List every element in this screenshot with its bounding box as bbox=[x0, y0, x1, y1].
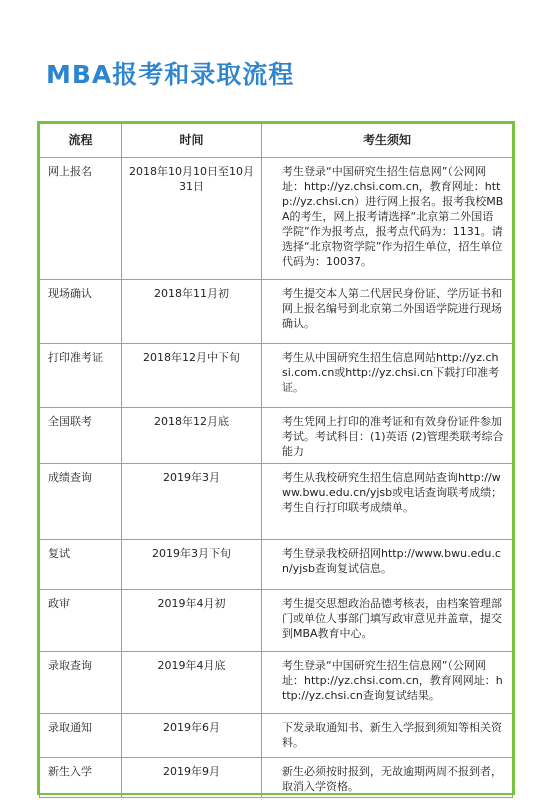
row-stage: 复试 bbox=[40, 540, 122, 590]
table-row bbox=[40, 158, 513, 280]
row-time: 2019年6月 bbox=[122, 714, 262, 758]
table-row bbox=[40, 652, 513, 714]
row-note-text: 考生从中国研究生招生信息网站http://yz.chsi.com.cn或http://yz.chsi.cn下载打印准考证。 bbox=[282, 351, 500, 394]
row-note-text: 考生登录“中国研究生招生信息网”（公网网址：http://yz.chsi.com.cn，教育网网址：http://yz.chsi.cn查询复试结果。 bbox=[282, 659, 503, 702]
row-time: 2018年11月初 bbox=[122, 280, 262, 344]
row-note-text: 新生必须按时报到，无故逾期两周不报到者，取消入学资格。 bbox=[282, 765, 502, 793]
table-row bbox=[40, 758, 513, 798]
row-note-text: 考生提交本人第二代居民身份证、学历证书和网上报名编号到北京第二外国语学院进行现场确认。 bbox=[282, 287, 502, 330]
row-note bbox=[262, 280, 513, 344]
row-time: 2019年4月初 bbox=[122, 590, 262, 652]
process-table bbox=[39, 123, 513, 798]
row-time: 2018年10月10日至10月31日 bbox=[122, 158, 262, 280]
row-note bbox=[262, 652, 513, 714]
row-note bbox=[262, 540, 513, 590]
table-row bbox=[40, 540, 513, 590]
row-stage: 成绩查询 bbox=[40, 464, 122, 540]
row-stage: 网上报名 bbox=[40, 158, 122, 280]
row-stage: 新生入学 bbox=[40, 758, 122, 798]
row-stage: 录取查询 bbox=[40, 652, 122, 714]
header-stage: 流程 bbox=[40, 124, 122, 158]
row-stage: 政审 bbox=[40, 590, 122, 652]
header-time: 时间 bbox=[122, 124, 262, 158]
row-note bbox=[262, 590, 513, 652]
row-time: 2019年3月下旬 bbox=[122, 540, 262, 590]
header-notes: 考生须知 bbox=[262, 124, 513, 158]
row-note-text: 考生从我校研究生招生信息网站查询http://www.bwu.edu.cn/yjsb或电话查询联考成绩；考生自行打印联考成绩单。 bbox=[282, 471, 503, 514]
table-row bbox=[40, 590, 513, 652]
row-time: 2019年4月底 bbox=[122, 652, 262, 714]
row-note-text: 考生提交思想政治品德考核表，由档案管理部门或单位人事部门填写政审意见并盖章，提交到MBA教育中心。 bbox=[282, 597, 502, 640]
row-stage: 现场确认 bbox=[40, 280, 122, 344]
table-header-row bbox=[40, 124, 513, 158]
row-time: 2018年12月中下旬 bbox=[122, 344, 262, 408]
table-row bbox=[40, 464, 513, 540]
row-note bbox=[262, 408, 513, 464]
table-row bbox=[40, 714, 513, 758]
row-note bbox=[262, 714, 513, 758]
row-time: 2019年3月 bbox=[122, 464, 262, 540]
row-note bbox=[262, 464, 513, 540]
process-table-container bbox=[37, 121, 515, 795]
row-time: 2018年12月底 bbox=[122, 408, 262, 464]
row-stage: 录取通知 bbox=[40, 714, 122, 758]
row-note bbox=[262, 158, 513, 280]
row-stage: 全国联考 bbox=[40, 408, 122, 464]
row-time: 2019年9月 bbox=[122, 758, 262, 798]
row-note-text: 下发录取通知书、新生入学报到须知等相关资料。 bbox=[282, 721, 502, 749]
row-note bbox=[262, 344, 513, 408]
row-note-text: 考生凭网上打印的准考证和有效身份证件参加考试。考试科目：(1)英语 (2)管理类联考综合能力 bbox=[282, 415, 504, 458]
table-row bbox=[40, 408, 513, 464]
row-note-text: 考生登录我校研招网http://www.bwu.edu.cn/yjsb查询复试信息。 bbox=[282, 547, 501, 575]
row-note bbox=[262, 758, 513, 798]
row-note-text: 考生登录“中国研究生招生信息网”（公网网址：http://yz.chsi.com.cn，教育网址：http://yz.chsi.cn）进行网上报名。报考我校MBA的考生，网上报考请选择“北京第二外国语学院”作为报考点，报考点代码为：1131。请选择“北京物资学院”作为招生单位，招生单位代码为：10037。 bbox=[282, 165, 504, 268]
page-title: MBA报考和录取流程 bbox=[46, 60, 295, 89]
table-row bbox=[40, 280, 513, 344]
row-stage: 打印准考证 bbox=[40, 344, 122, 408]
table-row bbox=[40, 344, 513, 408]
